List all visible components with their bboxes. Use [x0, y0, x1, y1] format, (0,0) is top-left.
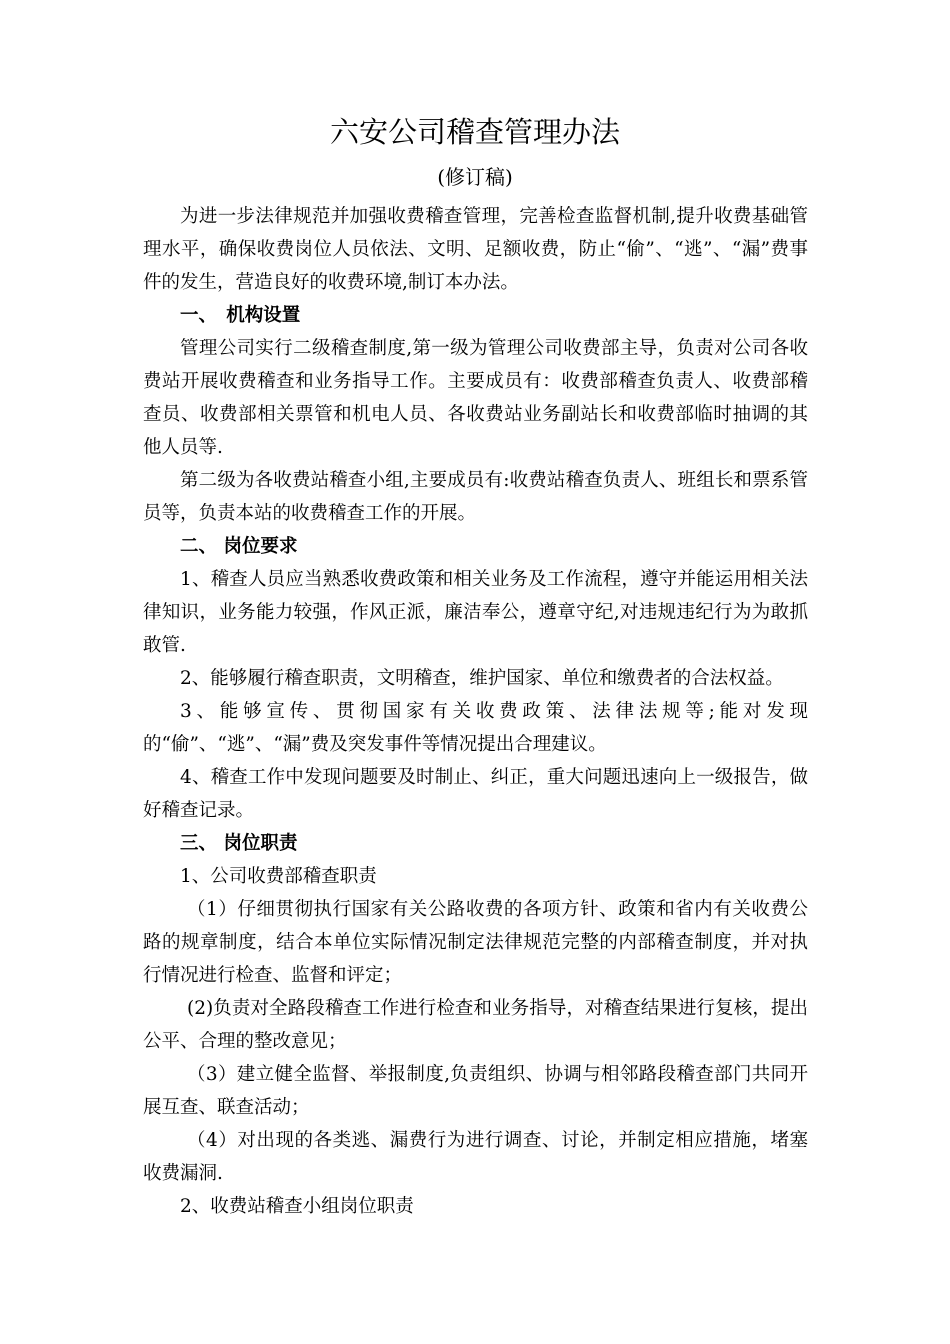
- list-item: （3）建立健全监督、举报制度,负责组织、协调与相邻路段稽查部门共同开展互查、联查活动；: [143, 1064, 808, 1118]
- section-heading-3: 三、 岗位职责: [180, 833, 298, 854]
- section-heading-1: 一、 机构设置: [180, 305, 301, 326]
- subsection-heading: 1、公司收费部稽查职责: [180, 866, 377, 887]
- list-item: (2)负责对全路段稽查工作进行检查和业务指导，对稽查结果进行复核，提出公平、合理的整改意见；: [143, 998, 808, 1052]
- list-item: （4）对出现的各类逃、漏费行为进行调查、讨论，并制定相应措施，堵塞收费漏洞.: [143, 1130, 808, 1184]
- list-item: 1、稽查人员应当熟悉收费政策和相关业务及工作流程，遵守并能运用相关法律知识，业务能力较强，作风正派，廉洁奉公，遵章守纪,对违规违纪行为为敢抓敢管.: [143, 569, 808, 656]
- document-subtitle: (修订稿): [437, 165, 513, 189]
- list-item: 3、能够宣传、贯彻国家有关收费政策、法律法规等;能对发现的“偷”、“逃”、“漏”费及突发事件等情况提出合理建议。: [143, 701, 808, 755]
- list-item: （1）仔细贯彻执行国家有关公路收费的各项方针、政策和省内有关收费公路的规章制度，结合本单位实际情况制定法律规范完整的内部稽查制度，并对执行情况进行检查、监督和评定；: [143, 899, 808, 986]
- paragraph: 第二级为各收费站稽查小组,主要成员有:收费站稽查负责人、班组长和票系管员等，负责本站的收费稽查工作的开展。: [143, 470, 808, 524]
- document-body: [143, 200, 808, 1223]
- subsection-heading: 2、收费站稽查小组岗位职责: [180, 1196, 414, 1217]
- section-heading-2: 二、 岗位要求: [180, 536, 298, 557]
- list-item: 2、能够履行稽查职责，文明稽查，维护国家、单位和缴费者的合法权益。: [180, 668, 784, 689]
- list-item: 4、稽查工作中发现问题要及时制止、纠正，重大问题迅速向上一级报告，做好稽查记录。: [143, 767, 808, 821]
- document-title: 六安公司稽查管理办法: [329, 115, 620, 149]
- paragraph: 管理公司实行二级稽查制度,第一级为管理公司收费部主导，负责对公司各收费站开展收费稽查和业务指导工作。主要成员有：收费部稽查负责人、收费部稽查员、收费部相关票管和机电人员、各收费站业务副站长和收费部临时抽调的其他人员等.: [143, 338, 808, 458]
- intro-paragraph: 为进一步法律规范并加强收费稽查管理，完善检查监督机制,提升收费基础管理水平，确保收费岗位人员依法、文明、足额收费，防止“偷”、“逃”、“漏”费事件的发生，营造良好的收费环境,制订本办法。: [143, 206, 808, 293]
